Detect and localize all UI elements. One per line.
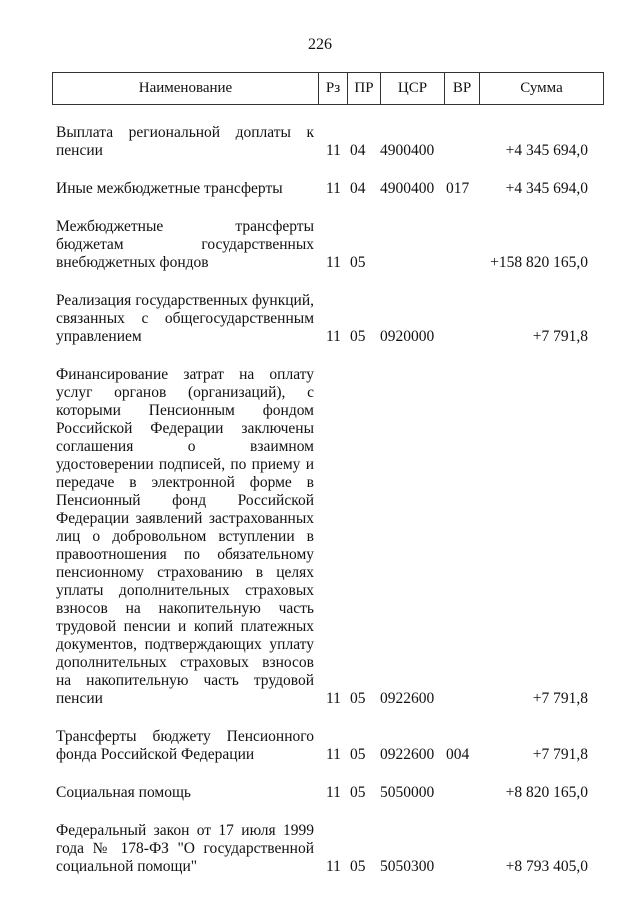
cell-name: Социальная помощь [56, 784, 191, 801]
cell-rz: 11 [326, 784, 341, 801]
table-row [56, 728, 588, 764]
cell-pr: 04 [350, 180, 366, 197]
cell-sum: +7 791,8 [532, 746, 588, 763]
header-sum: Сумма [480, 73, 604, 105]
cell-pr: 04 [350, 142, 366, 159]
cell-rz: 11 [326, 254, 341, 271]
cell-name: Федеральный закон от 17 июля 1999 года № 178-ФЗ "О государственной социальной помощи" [56, 822, 314, 875]
cell-name: Выплата региональной доплаты к пенсии [56, 124, 314, 159]
cell-pr: 05 [350, 254, 366, 271]
cell-pr: 05 [350, 858, 366, 875]
cell-csr: 5050000 [380, 784, 435, 801]
header-rz: Рз [319, 73, 348, 105]
table-row [56, 292, 588, 346]
cell-vr: 017 [446, 180, 470, 197]
cell-pr: 05 [350, 746, 366, 763]
cell-pr: 05 [350, 328, 366, 345]
cell-csr: 4900400 [380, 180, 435, 197]
cell-rz: 11 [326, 690, 341, 707]
cell-sum: +7 791,8 [532, 690, 588, 707]
cell-csr: 4900400 [380, 142, 435, 159]
table-body [56, 0, 588, 916]
page-number: 226 [308, 36, 332, 53]
cell-rz: 11 [326, 328, 341, 345]
cell-name: Трансферты бюджету Пенсионного фонда Российской Федерации [56, 728, 314, 763]
cell-sum: +7 791,8 [532, 328, 588, 345]
cell-name: Финансирование затрат на оплату услуг органов (организаций), с которыми Пенсионным фондом Российской Федерации заключены соглашения о взаимном удостоверении подписей, по приему и передаче в электронной форме в Пенсионный фонд Российской Федерации заявлений застрахованных лиц о добровольном вступлении в правоотношения по обязательному пенсионному страхованию в целях уплаты дополнительных страховых взносов на накопительную часть трудовой пенсии и копий платежных документов, подтверждающих уплату дополнительных страховых взносов на накопительную часть трудовой пенсии [56, 366, 314, 707]
cell-sum: +4 345 694,0 [505, 142, 588, 159]
table-row [56, 180, 588, 198]
cell-name: Иные межбюджетные трансферты [56, 180, 283, 197]
cell-rz: 11 [326, 142, 341, 159]
table-row [56, 366, 588, 708]
header-name: Наименование [53, 73, 319, 105]
table-row [56, 218, 588, 272]
cell-pr: 05 [350, 784, 366, 801]
cell-sum: +158 820 165,0 [490, 254, 588, 271]
table-row [56, 784, 588, 802]
cell-rz: 11 [326, 746, 341, 763]
cell-name: Реализация государственных функций, связанных с общегосударственным управлением [56, 292, 314, 345]
cell-csr: 0922600 [380, 690, 435, 707]
header-pr: ПР [348, 73, 381, 105]
table-row [56, 822, 588, 876]
cell-csr: 0920000 [380, 328, 435, 345]
cell-sum: +8 793 405,0 [505, 858, 588, 875]
cell-pr: 05 [350, 690, 366, 707]
cell-sum: +4 345 694,0 [505, 180, 588, 197]
cell-vr: 004 [446, 746, 470, 763]
header-vr: ВР [445, 73, 480, 105]
cell-csr: 0922600 [380, 746, 435, 763]
cell-rz: 11 [326, 180, 341, 197]
cell-name: Межбюджетные трансферты бюджетам государственных внебюджетных фондов [56, 218, 314, 271]
header-csr: ЦСР [381, 73, 445, 105]
cell-rz: 11 [326, 858, 341, 875]
cell-csr: 5050300 [380, 858, 435, 875]
cell-sum: +8 820 165,0 [505, 784, 588, 801]
table-row [56, 124, 588, 160]
